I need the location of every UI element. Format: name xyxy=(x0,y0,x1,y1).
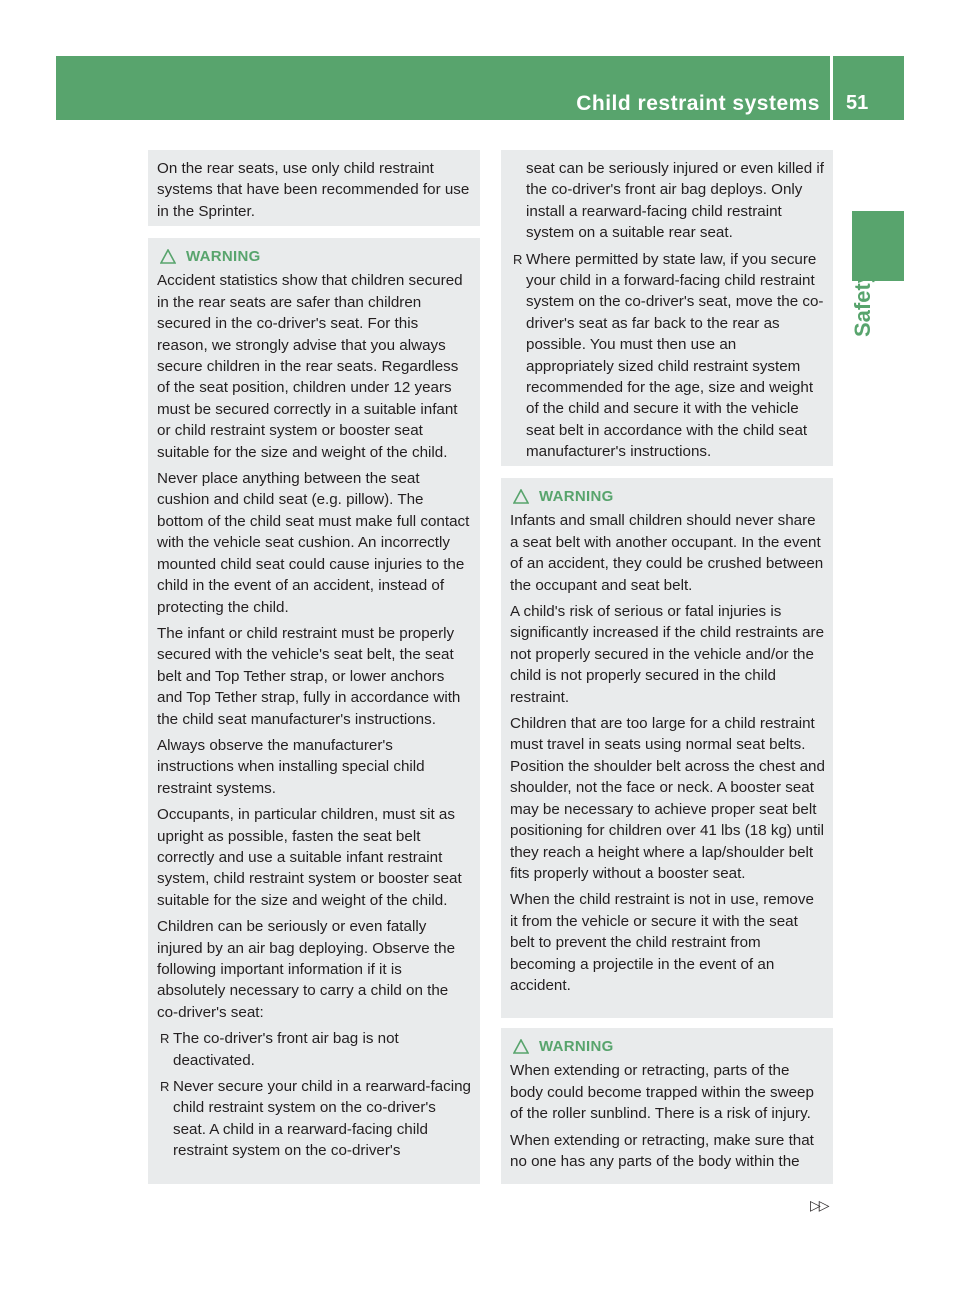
warning-paragraph: Children can be seriously or even fatally injured by an air bag deploying. Observe the following important information if it is absolutely necessary to carry a child on the co-driver's seat: xyxy=(157,918,456,1021)
warning-title: WARNING xyxy=(186,248,261,265)
warning-heading xyxy=(157,246,472,267)
warning-box-3 xyxy=(501,1028,833,1184)
bullet-item: R Where permitted by state law, if you secure your child in a forward-facing child restraint system on the co-driver's seat, move the co-driver's seat as far back to the rear as possible. You must then use an appropriately sized child restraint system recommended for the age, size and weight of the child and secure it with the vehicle seat belt in accordance with the child seat manufacturer's instructions. xyxy=(510,249,825,463)
header-divider xyxy=(830,56,833,120)
warning-paragraph: Always observe the manufacturer's instructions when installing special child restraint systems. xyxy=(157,736,425,797)
section-tab-label: Safety xyxy=(850,270,875,337)
warning-paragraph: Infants and small children should never share a seat belt with another occupant. In the event of an accident, they could be crushed between the occupant and seat belt. xyxy=(510,512,824,594)
warning-paragraph: When extending or retracting, make sure that no one has any parts of the body within the xyxy=(510,1131,814,1171)
page-title: Child restraint systems xyxy=(576,92,820,115)
warning-paragraph: Never place anything between the seat cushion and child seat (e.g. pillow). The bottom of the child seat must make full contact with the vehicle seat cushion. An incorrectly mounted child seat could cause injuries to the child in the event of an accident, instead of protecting the child. xyxy=(157,470,470,616)
warning-title: WARNING xyxy=(539,488,614,505)
warning-title: WARNING xyxy=(539,1038,614,1055)
warning-paragraph: Occupants, in particular children, must sit as upright as possible, fasten the seat belt correctly and use a suitable infant restraint system, child restraint system or booster seat suitable for the size and weight of the child. xyxy=(157,806,462,909)
warning-paragraph: Accident statistics show that children secured in the rear seats are safer than children secured in the co-driver's seat. For this reason, we strongly advise that you always secure children in the rear seats. Regardless of the seat position, children under 12 years must be secured correctly in a suitable infant or child restraint system or booster seat suitable for the size and weight of the child. xyxy=(157,272,463,461)
warning-triangle-icon xyxy=(160,249,176,264)
note-text: On the rear seats, use only child restraint systems that have been recommended for use in the Sprinter. xyxy=(157,160,470,220)
warning-triangle-icon xyxy=(513,489,529,504)
warning-paragraph: A child's risk of serious or fatal injuries is significantly increased if the child restraints are not properly secured in the vehicle and/or the child is not properly secured in the child restraint. xyxy=(510,603,825,706)
warning-paragraph: When extending or retracting, parts of the body could become trapped within the sweep of the roller sunblind. There is a risk of injury. xyxy=(510,1062,814,1123)
continued-text: seat can be seriously injured or even killed if the co-driver's front air bag deploys. Only install a rearward-facing child restraint system on a suitable rear seat. xyxy=(526,160,825,242)
warning-heading xyxy=(510,1036,825,1057)
page-header xyxy=(56,56,904,120)
continue-arrows-icon: ▷▷ xyxy=(810,1197,828,1213)
section-tab xyxy=(846,270,882,343)
note-box xyxy=(148,150,480,226)
continued-bullet-list xyxy=(510,249,825,463)
warning-box-continued xyxy=(501,150,833,466)
warning-heading xyxy=(510,486,825,507)
bullet-item: R The co-driver's front air bag is not deactivated. xyxy=(157,1028,472,1071)
warning-bullet-list xyxy=(157,1028,472,1161)
warning-box-1 xyxy=(148,238,480,1184)
warning-paragraph: When the child restraint is not in use, remove it from the vehicle or secure it with the seat belt to prevent the child restraint from becoming a projectile in the event of an accident. xyxy=(510,891,814,994)
warning-box-2 xyxy=(501,478,833,1018)
page-number: 51 xyxy=(846,92,869,114)
warning-paragraph: The infant or child restraint must be properly secured with the vehicle's seat belt, the seat belt and Top Tether strap, or lower anchors and Top Tether strap, fully in accordance with the child seat manufacturer's instructions. xyxy=(157,624,461,728)
warning-triangle-icon xyxy=(513,1039,529,1054)
warning-paragraph: Children that are too large for a child restraint must travel in seats using normal seat belts. Position the shoulder belt across the chest and shoulder, not the face or neck. A booster seat may be necessary to achieve proper seat belt positioning for children over 41 lbs (18 kg) until they reach a height where a lap/shoulder belt fits properly without a booster seat. xyxy=(510,715,825,882)
bullet-item: R Never secure your child in a rearward-facing child restraint system on the co-driver's seat. A child in a rearward-facing child restraint system on the co-driver's xyxy=(157,1076,472,1162)
